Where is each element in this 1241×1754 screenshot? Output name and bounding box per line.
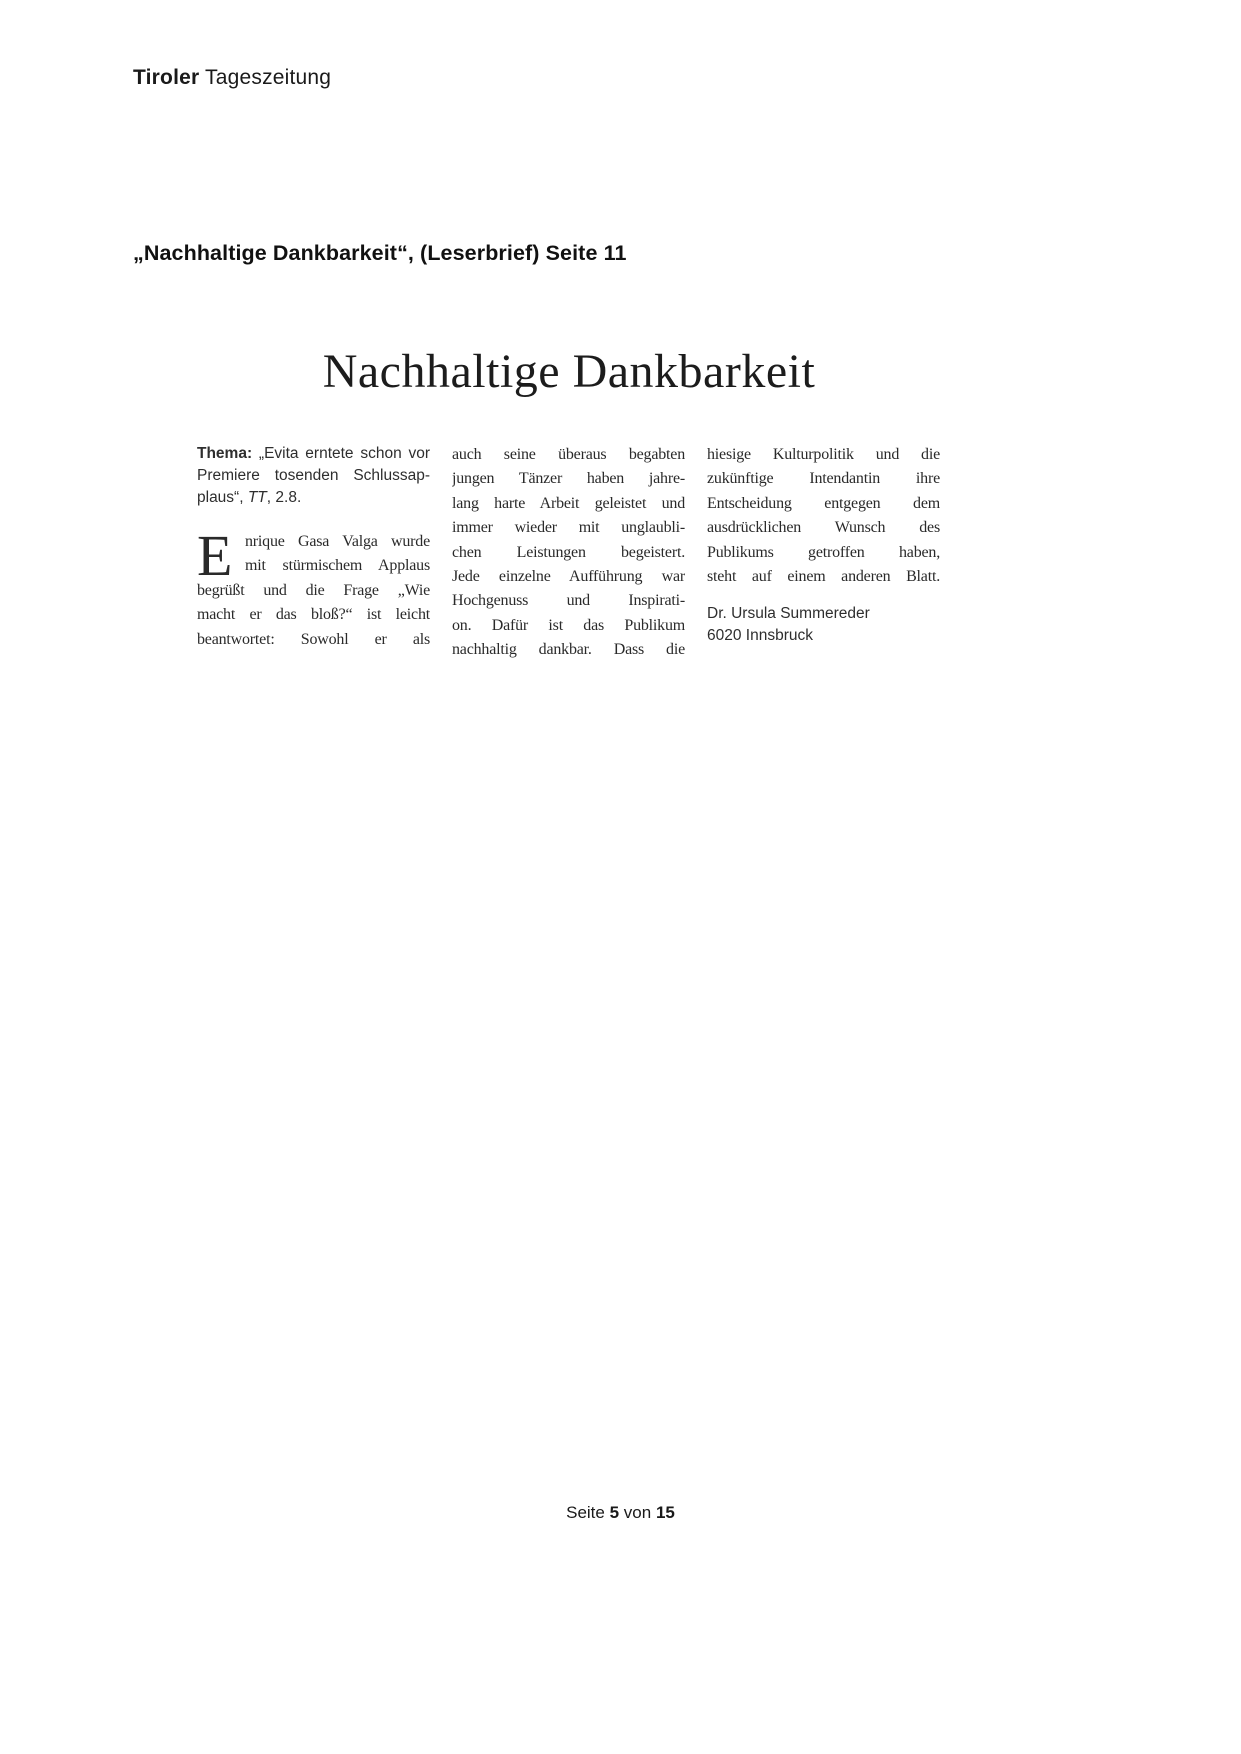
article-column-3 bbox=[707, 443, 940, 663]
article-line: hiesige Kulturpolitik und die bbox=[707, 446, 940, 463]
footer-total-pages: 15 bbox=[655, 1503, 675, 1522]
footer-word-von: von bbox=[623, 1503, 652, 1522]
article-line: steht auf einem anderen Blatt. bbox=[707, 568, 940, 586]
thema-tt-abbrev: TT bbox=[247, 489, 267, 506]
thema-line-1-text: „Evita erntete schon vor bbox=[258, 445, 430, 462]
thema-line-3-date: , 2.8. bbox=[266, 489, 302, 506]
article-column-1 bbox=[197, 443, 430, 663]
thema-line-3 bbox=[197, 487, 430, 509]
footer-word-seite: Seite bbox=[566, 1503, 605, 1522]
article-headline: Nachhaltige Dankbarkeit bbox=[322, 345, 816, 398]
page-footer bbox=[0, 1503, 1241, 1523]
article-line: Publikums getroffen haben, bbox=[707, 543, 940, 561]
article-line: nrique Gasa Valga wurde bbox=[245, 533, 430, 550]
article-line: zukünftige Intendantin ihre bbox=[707, 470, 940, 488]
article-columns bbox=[197, 443, 941, 663]
thema-intro bbox=[197, 443, 430, 509]
newspaper-masthead bbox=[133, 66, 331, 90]
article-line: lang harte Arbeit geleistet und bbox=[452, 494, 685, 512]
article-line: nachhaltig dankbar. Dass die bbox=[452, 641, 685, 659]
article-line: jungen Tänzer haben jahre- bbox=[452, 470, 685, 488]
article-line: on. Dafür ist das Publikum bbox=[452, 616, 685, 634]
thema-line-3-text: plaus“, bbox=[197, 489, 248, 506]
article-line: chen Leistungen begeistert. bbox=[452, 543, 685, 561]
article-line: macht er das bloß?“ ist leicht bbox=[197, 606, 430, 624]
article-line: Jede einzelne Aufführung war bbox=[452, 568, 685, 586]
article-column-2 bbox=[452, 443, 685, 663]
article-line: ausdrücklichen Wunsch des bbox=[707, 519, 940, 537]
masthead-brand-bold: Tiroler bbox=[133, 66, 200, 89]
signature-name: Dr. Ursula Summereder bbox=[707, 605, 870, 623]
signature-city: 6020 Innsbruck bbox=[707, 627, 813, 645]
article-line: immer wieder mit unglaubli- bbox=[452, 519, 685, 537]
article-body-col1 bbox=[197, 523, 430, 652]
article-line: beantwortet: Sowohl er als bbox=[197, 630, 430, 648]
drop-cap: E bbox=[197, 523, 233, 588]
article-line: begrüßt und die Frage „Wie bbox=[197, 581, 430, 599]
thema-label: Thema: bbox=[197, 445, 253, 462]
document-heading: „Nachhaltige Dankbarkeit“, (Leserbrief) Seite 11 bbox=[133, 241, 627, 265]
masthead-brand-regular: Tageszeitung bbox=[205, 66, 332, 89]
article-line: Hochgenuss und Inspirati- bbox=[452, 592, 685, 610]
article-body-col2 bbox=[452, 443, 685, 663]
article-body-col3 bbox=[707, 443, 940, 589]
thema-line-2: Premiere tosenden Schlussap- bbox=[197, 467, 430, 484]
article-line: Entscheidung entgegen dem bbox=[707, 494, 940, 512]
article-line: auch seine überaus begabten bbox=[452, 446, 685, 463]
article-line: mit stürmischem Applaus bbox=[245, 557, 430, 575]
article-clipping bbox=[197, 328, 941, 663]
footer-page-number: 5 bbox=[609, 1503, 620, 1522]
thema-line-1 bbox=[197, 443, 430, 465]
letter-signature bbox=[707, 603, 940, 647]
